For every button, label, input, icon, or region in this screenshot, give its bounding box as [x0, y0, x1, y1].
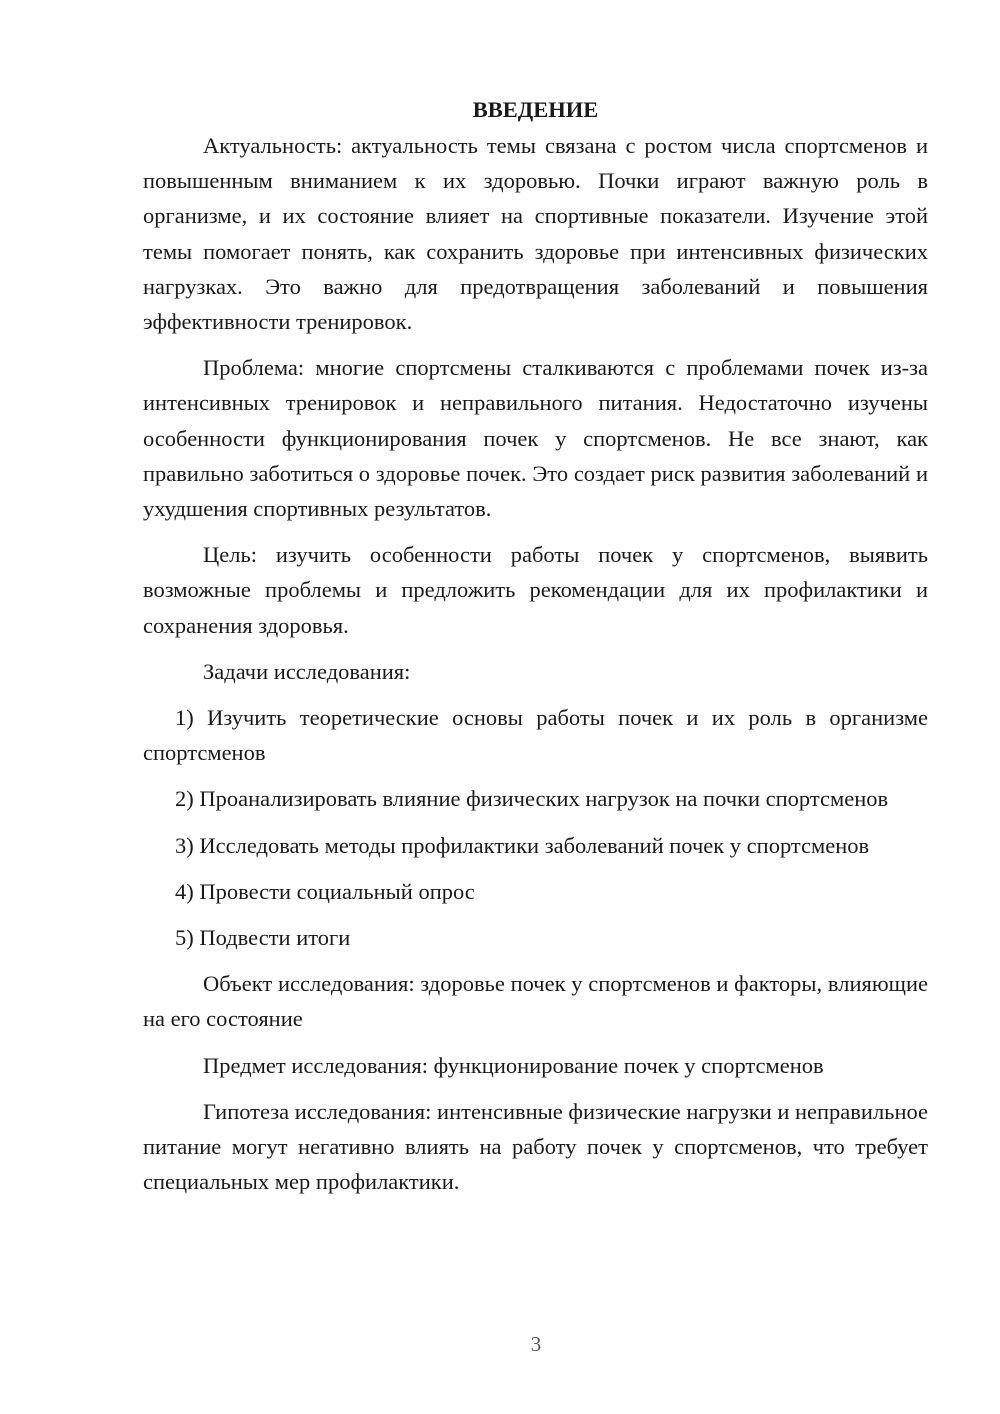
object-paragraph: Объект исследования: здоровье почек у спортсменов и факторы, влияющие на его состояние — [143, 971, 928, 1032]
task-item: 5) Подвести итоги — [175, 925, 351, 951]
document-body — [143, 92, 928, 1210]
tasks-list — [143, 700, 928, 955]
page-number: 3 — [530, 1332, 542, 1356]
task-item: 4) Провести социальный опрос — [175, 878, 475, 904]
hypothesis-paragraph: Гипотеза исследования: интенсивные физические нагрузки и неправильное питание могут негативно влиять на работу почек у спортсменов, что требует специальных мер профилактики. — [143, 1098, 928, 1195]
task-item: 3) Исследовать методы профилактики заболеваний почек у спортсменов — [175, 832, 870, 858]
task-item: 1) Изучить теоретические основы работы почек и их роль в организме спортсменов — [143, 705, 928, 766]
tasks-heading: Задачи исследования: — [203, 658, 411, 684]
page-title: ВВЕДЕНИЕ — [472, 97, 599, 122]
problem-paragraph: Проблема: многие спортсмены сталкиваются с проблемами почек из-за интенсивных тренировок и неправильного питания. Недостаточно изучены особенности функционирования почек у спортсменов. Не все знают, как правильно заботиться о здоровье почек. Это создает риск развития заболеваний и ухудшения спортивных результатов. — [143, 355, 928, 522]
goal-paragraph: Цель: изучить особенности работы почек у спортсменов, выявить возможные проблемы и предложить рекомендации для их профилактики и сохранения здоровья. — [143, 542, 928, 638]
actuality-paragraph: Актуальность: актуальность темы связана с ростом числа спортсменов и повышенным вниманием к их здоровью. Почки играют важную роль в организме, и их состояние влияет на спортивные показатели. Изучение этой темы помогает понять, как сохранить здоровье при интенсивных физических нагрузках. Это важно для предотвращения заболеваний и повышения эффективности тренировок. — [143, 133, 928, 335]
task-item: 2) Проанализировать влияние физических нагрузок на почки спортсменов — [175, 786, 889, 812]
subject-paragraph: Предмет исследования: функционирование почек у спортсменов — [203, 1052, 824, 1078]
